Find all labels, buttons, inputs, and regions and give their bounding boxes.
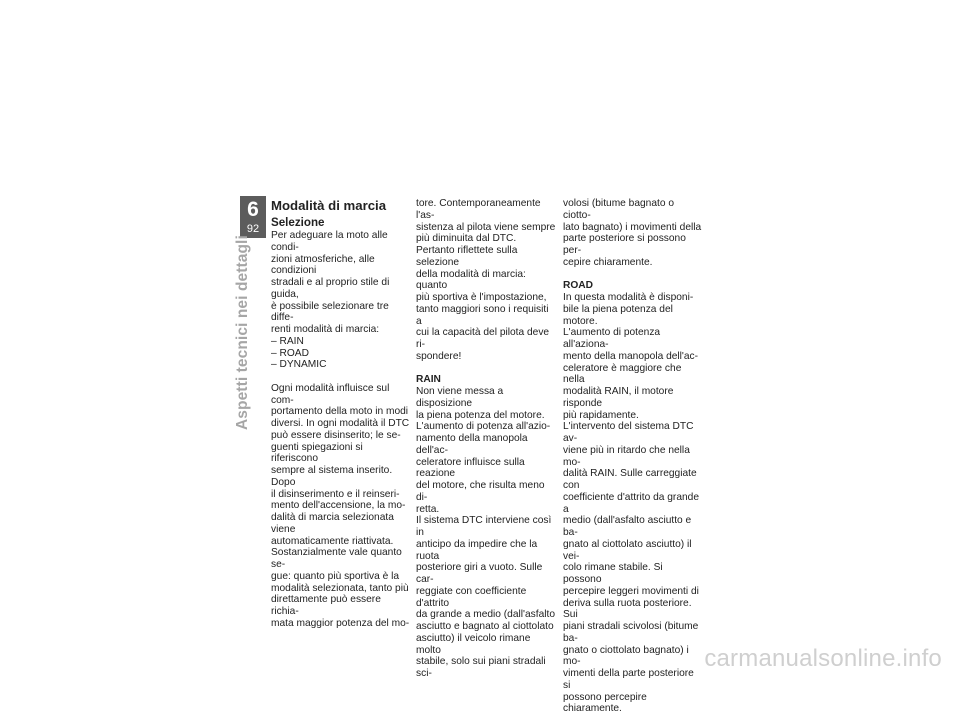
intro-paragraph: Per adeguare la moto alle condi- zioni atmosferiche, alle condizioni stradali e al proprio stile di guida, è possibile selezionare tre diffe- renti modalità di marcia: [271, 230, 390, 335]
road-heading: ROAD [563, 280, 593, 292]
column-1 [271, 198, 411, 630]
rain-paragraph: Non viene messa a disposizione la piena potenza del motore. L'aumento di potenza all'azio- namento della manopola dell'ac- celeratore influisce sulla reazione del motore, che risulta meno di- retta. Il sistema DTC interviene così in anticipo da impedire che la ruota posteriore giri a vuoto. Sulle car- reggiate con coefficiente d'attrito da grande a medio (dall'asfalto asciutto e bagnato al ciottolato asciutto) il veicolo rimane molto stabile, solo sui piani stradali sci- [416, 386, 555, 679]
page-number: 92 [246, 223, 260, 235]
chapter-title-vertical: Aspetti tecnici nei dettagli [234, 235, 251, 430]
modes-list [271, 336, 411, 371]
body-paragraph: Ogni modalità influisce sul com- portamento della moto in modi diversi. In ogni modalità il DTC può essere disinserito; le se- guenti spiegazioni si riferiscono sempre al sistema inserito. Dopo il disinserimento e il reinseri- mento dell'accensione, la mo- dalità di marcia selezionata viene automaticamente riattivata. Sostanzialmente vale quanto se- gue: quanto più sportiva è la modalità selezionata, tanto più direttamente può essere richia- mata maggior potenza del mo- [271, 382, 410, 629]
rain-heading: RAIN [416, 374, 441, 386]
list-item: – DYNAMIC [271, 359, 327, 371]
road-paragraph: In questa modalità è disponi- bile la piena potenza del motore. L'aumento di potenza all'aziona- mento della manopola dell'ac- celeratore è maggiore che nella modalità RAIN, il motore risponde più rapidamente. L'intervento del sistema DTC av- viene più in ritardo che nella mo- dalità RAIN. Sulle carreggiate con coefficiente d'attrito da grande a medio (dall'asfalto asciutto e ba- gnato al ciottolato asciutto) il vei- colo rimane stabile. Si possono percepire leggeri movimenti di deriva sulla ruota posteriore. Sui piani stradali scivolosi (bitume ba- gnato o ciottolato bagnato) i mo- vimenti della parte posteriore si possono percepire chiaramente. [563, 292, 699, 715]
chapter-marker [240, 196, 266, 238]
chapter-number: 6 [247, 198, 259, 221]
continuation-paragraph: volosi (bitume bagnato o ciotto- lato bagnato) i movimenti della parte posteriore si possono per- cepire chiaramente. [563, 198, 702, 268]
list-item: – RAIN [271, 335, 304, 347]
subheading-selezione: Selezione [271, 216, 325, 229]
continuation-paragraph: tore. Contemporaneamente l'as- sistenza al pilota viene sempre più diminuita dal DTC. Pertanto riflettete sulla selezione della modalità di marcia: quanto più sportiva è l'impostazione, tanto maggiori sono i requisiti a cui la capacità del pilota deve ri- spondere! [416, 198, 556, 362]
list-item: – ROAD [271, 347, 309, 359]
column-2 [416, 198, 556, 680]
column-3 [563, 198, 703, 715]
section-heading: Modalità di marcia [271, 198, 387, 213]
watermark: carmanualsonline.info [704, 645, 942, 672]
